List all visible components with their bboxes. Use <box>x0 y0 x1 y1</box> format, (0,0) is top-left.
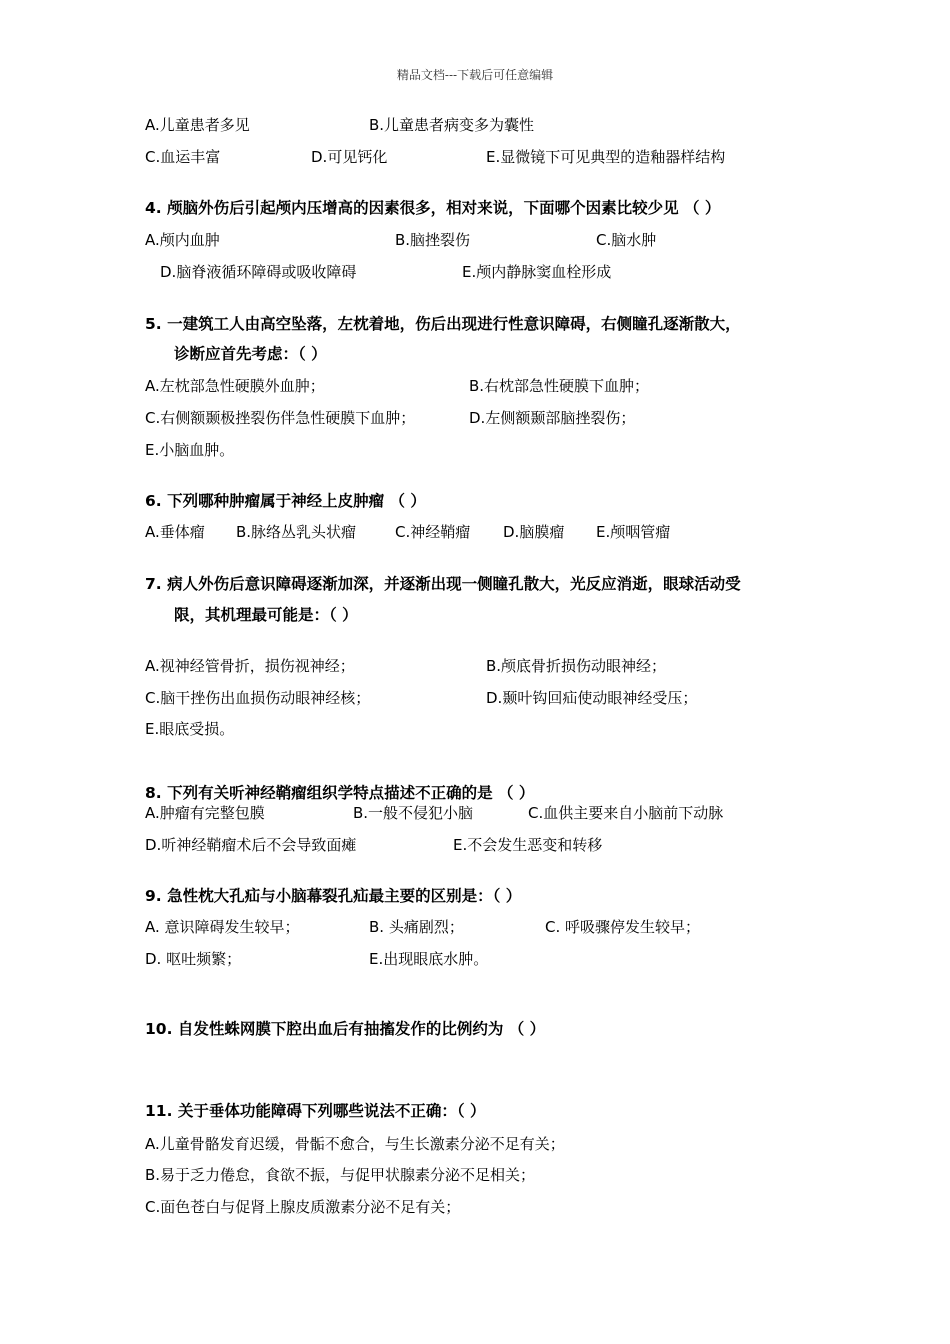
q5-option-a: A.左枕部急性硬膜外血肿； <box>145 377 325 395</box>
q3-option-e: E.显微镜下可见典型的造釉器样结构 <box>486 148 726 166</box>
q4-options-row-1 <box>145 229 845 251</box>
q4-option-e: E.颅内静脉窦血栓形成 <box>462 263 612 281</box>
q4-option-c: C.脑水肿 <box>596 231 657 249</box>
q5-option-b: B.右枕部急性硬膜下血肿； <box>469 377 650 395</box>
q3-option-a: A.儿童患者多见 <box>145 116 250 134</box>
q7-option-e: E.眼底受损。 <box>145 720 235 738</box>
q7-stem-line-1: 7. 病人外伤后意识障碍逐渐加深，并逐渐出现一侧瞳孔散大，光反应消逝，眼球活动受 <box>145 575 741 593</box>
q6-option-e: E.颅咽管瘤 <box>596 523 671 541</box>
q6-option-a: A.垂体瘤 <box>145 523 205 541</box>
q9-option-d: D. 呕吐频繁； <box>145 950 242 968</box>
q3-option-c: C.血运丰富 <box>145 148 221 166</box>
q11-option-c: C.面色苍白与促肾上腺皮质激素分泌不足有关； <box>145 1198 461 1216</box>
q4-option-a: A.颅内血肿 <box>145 231 220 249</box>
q7-options-row-2 <box>145 687 845 709</box>
q8-option-c: C.血供主要来自小脑前下动脉 <box>528 804 724 822</box>
q7-option-a: A.视神经管骨折，损伤视神经； <box>145 657 355 675</box>
q8-options-row-1 <box>145 802 845 824</box>
q11-option-b: B.易于乏力倦怠，食欲不振，与促甲状腺素分泌不足相关； <box>145 1166 536 1184</box>
q5-stem-line-2: 诊断应首先考虑：（ ） <box>174 345 327 363</box>
q11-stem: 11. 关于垂体功能障碍下列哪些说法不正确：（ ） <box>145 1102 486 1120</box>
q5-stem-line-1: 5. 一建筑工人由高空坠落，左枕着地，伤后出现进行性意识障碍，右侧瞳孔逐渐散大， <box>145 315 741 333</box>
q6-option-c: C.神经鞘瘤 <box>395 523 471 541</box>
q5-options-row-1 <box>145 375 845 397</box>
q7-options-row-1 <box>145 655 845 677</box>
q4-option-b: B.脑挫裂伤 <box>395 231 471 249</box>
q7-stem-line-2: 限，其机理最可能是：（ ） <box>174 606 358 624</box>
q9-option-c: C. 呼吸骤停发生较早； <box>545 918 701 936</box>
q8-options-row-2 <box>145 834 845 856</box>
q3-options-row-1 <box>145 114 845 136</box>
q4-option-d: D.脑脊液循环障碍或吸收障碍 <box>160 263 357 281</box>
q4-stem: 4. 颅脑外伤后引起颅内压增高的因素很多，相对来说，下面哪个因素比较少见 （ ） <box>145 199 721 217</box>
q5-option-d: D.左侧额颞部脑挫裂伤； <box>469 409 636 427</box>
q9-option-a: A. 意识障碍发生较早； <box>145 918 300 936</box>
q7-option-d: D.颞叶钩回疝使动眼神经受压； <box>486 689 698 707</box>
page-header: 精品文档---下载后可任意编辑 <box>396 68 554 82</box>
q6-option-d: D.脑膜瘤 <box>503 523 565 541</box>
q11-option-a: A.儿童骨骼发育迟缓，骨骺不愈合，与生长激素分泌不足有关； <box>145 1135 565 1153</box>
q8-option-a: A.肿瘤有完整包膜 <box>145 804 265 822</box>
q10-stem: 10. 自发性蛛网膜下腔出血后有抽搐发作的比例约为 （ ） <box>145 1020 546 1038</box>
q3-options-row-2 <box>145 146 845 168</box>
q8-option-e: E.不会发生恶变和转移 <box>453 836 603 854</box>
q5-option-e: E.小脑血肿。 <box>145 441 235 459</box>
q7-option-c: C.脑干挫伤出血损伤动眼神经核； <box>145 689 371 707</box>
q6-option-b: B.脉络丛乳头状瘤 <box>236 523 357 541</box>
q7-option-b: B.颅底骨折损伤动眼神经； <box>486 657 667 675</box>
q9-option-e: E.出现眼底水肿。 <box>369 950 489 968</box>
q9-options-row-2 <box>145 948 845 970</box>
q9-option-b: B. 头痛剧烈； <box>369 918 464 936</box>
q6-stem: 6. 下列哪种肿瘤属于神经上皮肿瘤 （ ） <box>145 492 426 510</box>
q8-option-d: D.听神经鞘瘤术后不会导致面瘫 <box>145 836 357 854</box>
q9-options-row-1 <box>145 916 845 938</box>
q8-stem: 8. 下列有关听神经鞘瘤组织学特点描述不正确的是 （ ） <box>145 784 535 802</box>
q4-options-row-2 <box>145 261 845 283</box>
q8-option-b: B.一般不侵犯小脑 <box>353 804 474 822</box>
q6-options-row <box>145 521 845 543</box>
q3-option-b: B.儿童患者病变多为囊性 <box>369 116 535 134</box>
q3-option-d: D.可见钙化 <box>311 148 388 166</box>
q9-stem: 9. 急性枕大孔疝与小脑幕裂孔疝最主要的区别是：（ ） <box>145 887 522 905</box>
q5-option-c: C.右侧额颞极挫裂伤伴急性硬膜下血肿； <box>145 409 416 427</box>
q5-options-row-2 <box>145 407 845 429</box>
